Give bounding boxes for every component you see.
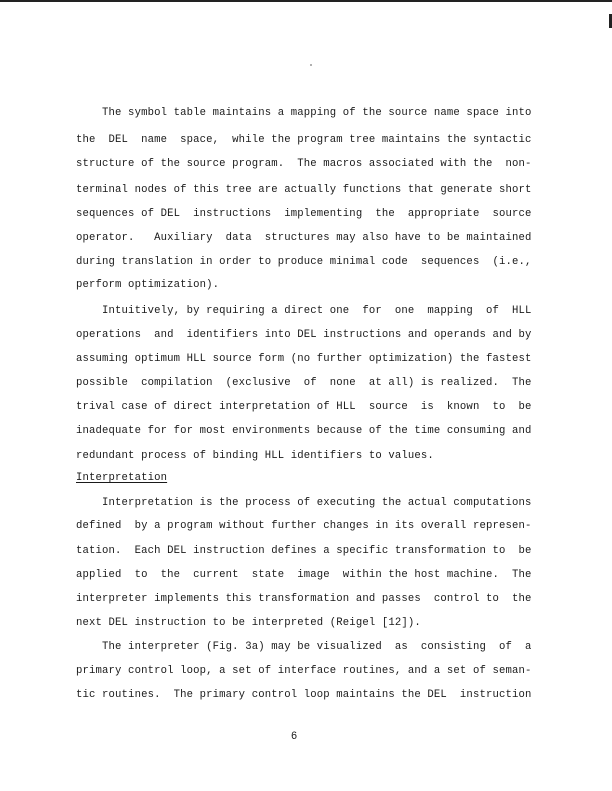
text-line: applied to the current state image within the host machine. The xyxy=(76,569,532,581)
text-line: trival case of direct interpretation of HLL source is known to be xyxy=(76,401,532,413)
text-line: structure of the source program. The macros associated with the non- xyxy=(76,158,532,170)
text-line: possible compilation (exclusive of none at all) is realized. The xyxy=(76,377,532,389)
text-line: Intuitively, by requiring a direct one for one mapping of HLL xyxy=(76,305,532,317)
text-line: operator. Auxiliary data structures may also have to be maintained xyxy=(76,232,532,244)
text-line: redundant process of binding HLL identifiers to values. xyxy=(76,450,434,462)
text-line: perform optimization). xyxy=(76,279,220,291)
text-line: during translation in order to produce minimal code sequences (i.e., xyxy=(76,256,532,268)
text-line: sequences of DEL instructions implementing the appropriate source xyxy=(76,208,532,220)
text-line: The symbol table maintains a mapping of the source name space into xyxy=(76,107,532,119)
text-line: inadequate for for most environments because of the time consuming and xyxy=(76,425,532,437)
text-line: defined by a program without further changes in its overall represen- xyxy=(76,520,532,532)
text-line: The interpreter (Fig. 3a) may be visualized as consisting of a xyxy=(76,641,532,653)
text-line: terminal nodes of this tree are actually functions that generate short xyxy=(76,184,532,196)
top-border-rule xyxy=(0,0,612,2)
text-line: operations and identifiers into DEL instructions and operands and by xyxy=(76,329,532,341)
text-line: interpreter implements this transformation and passes control to the xyxy=(76,593,532,605)
text-line: the DEL name space, while the program tree maintains the syntactic xyxy=(76,134,532,146)
text-line: next DEL instruction to be interpreted (Reigel [12]). xyxy=(76,617,421,629)
page-number: 6 xyxy=(290,731,298,743)
text-line: tic routines. The primary control loop maintains the DEL instruction xyxy=(76,689,532,701)
text-line: assuming optimum HLL source form (no further optimization) the fastest xyxy=(76,353,532,365)
text-line: primary control loop, a set of interface routines, and a set of seman- xyxy=(76,665,532,677)
section-heading: Interpretation xyxy=(76,472,168,484)
text-line: Interpretation is the process of executing the actual computations xyxy=(76,497,532,509)
scan-speck xyxy=(310,64,312,66)
text-line: tation. Each DEL instruction defines a specific transformation to be xyxy=(76,545,532,557)
